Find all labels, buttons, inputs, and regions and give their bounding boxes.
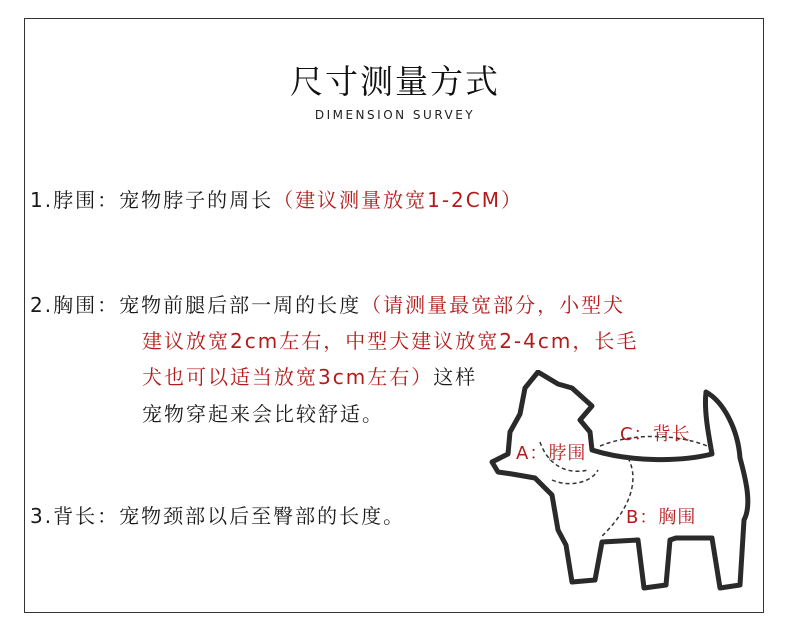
item-neck (30, 184, 523, 213)
item-back (30, 500, 405, 529)
item-neck-note: （建议测量放宽1-2CM） (273, 188, 523, 212)
item-back-text: 宠物颈部以后至臀部的长度。 (119, 504, 406, 528)
dog-outline (492, 372, 748, 588)
neck-measure-line-2 (552, 470, 598, 484)
item-chest (30, 289, 625, 318)
diagram-label-back: C：背长 (620, 424, 691, 445)
item-chest-line-3 (142, 361, 477, 390)
dog-silhouette-icon (480, 370, 760, 595)
item-chest-text: 宠物前腿后部一周的长度 (119, 293, 362, 317)
item-chest-text-after: 这样 (433, 365, 478, 389)
item-neck-label: 1.脖围： (30, 188, 120, 212)
item-chest-note-2: 建议放宽2cm左右，中型犬建议放宽2-4cm，长毛 (142, 329, 639, 353)
item-neck-text: 宠物脖子的周长 (119, 188, 274, 212)
item-chest-note-1: （请测量最宽部分，小型犬 (361, 293, 626, 317)
diagram-label-neck: A：脖围 (516, 443, 587, 464)
item-chest-line-4: 宠物穿起来会比较舒适。 (142, 402, 384, 426)
item-chest-note-3: 犬也可以适当放宽3cm左右） (142, 365, 434, 389)
item-chest-label: 2.胸围： (30, 293, 120, 317)
item-back-label: 3.背长： (30, 504, 120, 528)
page-title: 尺寸测量方式 (290, 62, 500, 101)
diagram-label-chest: B：胸围 (626, 507, 697, 528)
page-subtitle: DIMENSION SURVEY (314, 108, 476, 122)
